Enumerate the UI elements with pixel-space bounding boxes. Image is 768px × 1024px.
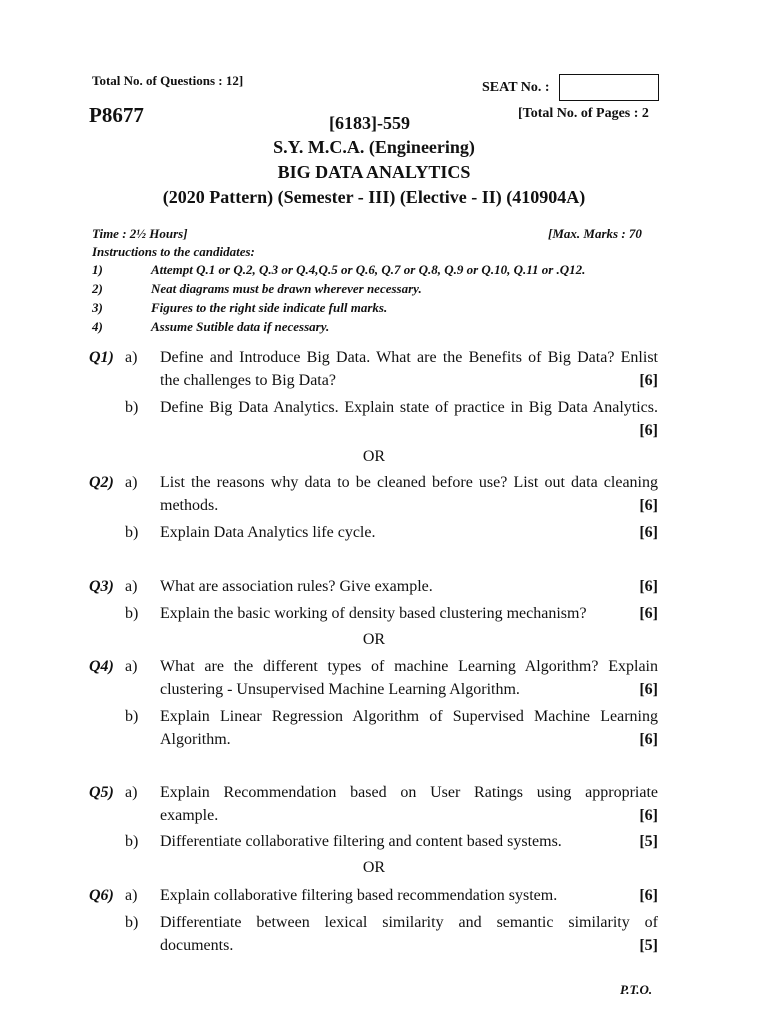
instruction-number: 3) — [92, 300, 103, 315]
question-label-q4: Q4) — [89, 658, 114, 675]
question-text: Differentiate collaborative filtering and content based systems. — [160, 833, 562, 850]
part-label: b) — [125, 833, 139, 850]
paper-code: P8677 — [89, 103, 144, 127]
instruction-number: 2) — [92, 281, 103, 296]
marks: [6] — [639, 372, 658, 389]
marks: [6] — [639, 578, 658, 595]
question-text: Define and Introduce Big Data. What are the Benefits of Big Data? Enlist — [160, 349, 658, 366]
course-title: S.Y. M.C.A. (Engineering) — [273, 137, 475, 157]
marks: [5] — [639, 833, 658, 850]
marks: [6] — [639, 422, 658, 439]
question-text: Explain the basic working of density based clustering mechanism? — [160, 605, 587, 622]
question-text: Explain Recommendation based on User Ratings using appropriate — [160, 784, 658, 801]
marks: [5] — [639, 937, 658, 954]
part-label: a) — [125, 784, 138, 801]
marks: [6] — [639, 497, 658, 514]
question-text: methods. — [160, 497, 219, 514]
or-separator: OR — [362, 631, 386, 648]
part-label: a) — [125, 578, 138, 595]
exam-code: [6183]-559 — [329, 113, 410, 133]
marks: [6] — [639, 605, 658, 622]
question-text: What are the different types of machine Learning Algorithm? Explain — [160, 658, 658, 675]
part-label: a) — [125, 658, 138, 675]
question-text: Explain collaborative filtering based recommendation system. — [160, 887, 558, 904]
question-text: Algorithm. — [160, 731, 231, 748]
subject-title: BIG DATA ANALYTICS — [277, 162, 471, 182]
total-questions: Total No. of Questions : 12] — [92, 73, 244, 88]
part-label: b) — [125, 708, 139, 725]
instruction-text: Neat diagrams must be drawn wherever necessary. — [151, 281, 422, 296]
instruction-text: Assume Sutible data if necessary. — [151, 319, 330, 334]
pto-label: P.T.O. — [620, 982, 653, 997]
question-label-q1: Q1) — [89, 349, 114, 366]
instruction-text: Figures to the right side indicate full marks. — [151, 300, 388, 315]
instructions-heading: Instructions to the candidates: — [92, 244, 255, 259]
marks: [6] — [639, 681, 658, 698]
part-label: b) — [125, 914, 139, 931]
instruction-text: Attempt Q.1 or Q.2, Q.3 or Q.4,Q.5 or Q.6, Q.7 or Q.8, Q.9 or Q.10, Q.11 or .Q12. — [151, 262, 586, 277]
instruction-number: 1) — [92, 262, 103, 277]
marks: [6] — [639, 731, 658, 748]
question-label-q3: Q3) — [89, 578, 114, 595]
part-label: b) — [125, 399, 139, 416]
part-label: a) — [125, 887, 138, 904]
seat-number-box — [559, 74, 659, 101]
question-text: clustering - Unsupervised Machine Learning Algorithm. — [160, 681, 520, 698]
part-label: b) — [125, 524, 139, 541]
marks: [6] — [639, 524, 658, 541]
question-label-q2: Q2) — [89, 474, 114, 491]
question-text: List the reasons why data to be cleaned before use? List out data cleaning — [160, 474, 658, 491]
marks: [6] — [639, 887, 658, 904]
part-label: b) — [125, 605, 139, 622]
question-text: Differentiate between lexical similarity and semantic similarity of — [160, 914, 658, 931]
or-separator: OR — [362, 448, 386, 465]
part-label: a) — [125, 474, 138, 491]
question-text: the challenges to Big Data? — [160, 372, 336, 389]
pattern-line: (2020 Pattern) (Semester - III) (Elective - II) (410904A) — [162, 187, 586, 207]
marks: [6] — [639, 807, 658, 824]
total-pages: [Total No. of Pages : 2 — [518, 106, 649, 121]
seat-label: SEAT No. : — [482, 80, 550, 95]
instructions-list — [0, 262, 768, 342]
question-label-q5: Q5) — [89, 784, 114, 801]
or-separator: OR — [362, 859, 386, 876]
question-text: Explain Linear Regression Algorithm of Supervised Machine Learning — [160, 708, 658, 725]
question-text: documents. — [160, 937, 234, 954]
max-marks: [Max. Marks : 70 — [548, 226, 642, 241]
question-label-q6: Q6) — [89, 887, 114, 904]
question-text: What are association rules? Give example. — [160, 578, 433, 595]
question-text: example. — [160, 807, 219, 824]
time-label: Time : 2½ Hours] — [92, 226, 188, 241]
instruction-number: 4) — [92, 319, 103, 334]
question-text: Define Big Data Analytics. Explain state of practice in Big Data Analytics. — [160, 399, 658, 416]
part-label: a) — [125, 349, 138, 366]
question-text: Explain Data Analytics life cycle. — [160, 524, 376, 541]
